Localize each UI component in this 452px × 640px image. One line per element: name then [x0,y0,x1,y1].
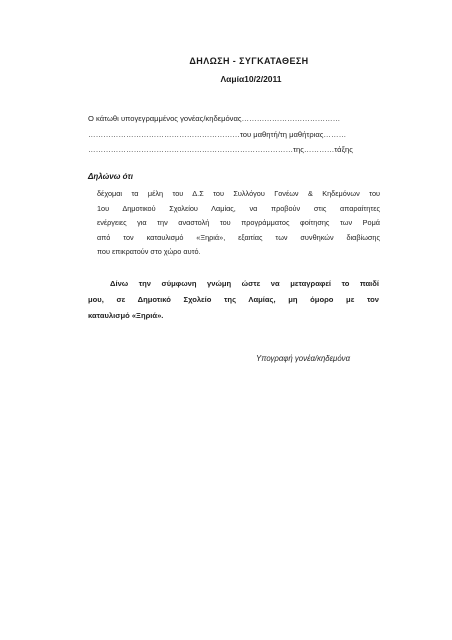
consent-line: Δίνω την σύμφωνη γνώμη ώστε να μεταγραφεί το παιδί [110,279,379,288]
form-line-guardian: Ο κάτωθι υπογεγραμμένος γονέας/κηδεμόνας………………………………… [88,114,341,123]
form-line-class: ………………………………………………………………………της…………τάξης [88,145,353,154]
consent-line: καταυλισμό «Ξηριά». [88,311,164,320]
declaration-line: που επικρατούν στο χώρο αυτό. [97,247,201,257]
declaration-line: ενέργειες για την αναστολή του προγράμματος φοίτησης των Ρομά [97,218,380,228]
declare-heading: Δηλώνω ότι [88,172,133,181]
document-title: ΔΗΛΩΣΗ - ΣΥΓΚΑΤΑΘΕΣΗ [189,56,309,66]
declaration-line: από τον καταυλισμό «Ξηριά», εξαιτίας των συνθηκών διαβίωσης [97,232,380,242]
form-line-student: ……………………………………………………του μαθητή/τη μαθήτριας……… [88,130,347,139]
declaration-paragraph [97,187,380,260]
declaration-line: δέχομαι τα μέλη του Δ.Σ του Συλλόγου Γονέων & Κηδεμόνων του [97,189,380,198]
document-date: Λαμία10/2/2011 [220,74,282,84]
signature-label: Υπογραφή γονέα/κηδεμόνα [256,354,351,363]
consent-paragraph [88,276,379,324]
declaration-line: 1ου Δημοτικού Σχολείου Λαμίας, να προβούν στις απαραίτητες [97,203,380,213]
consent-line: μου, σε Δημοτικό Σχολείο της Λαμίας, μη όμορο με τον [88,295,379,304]
